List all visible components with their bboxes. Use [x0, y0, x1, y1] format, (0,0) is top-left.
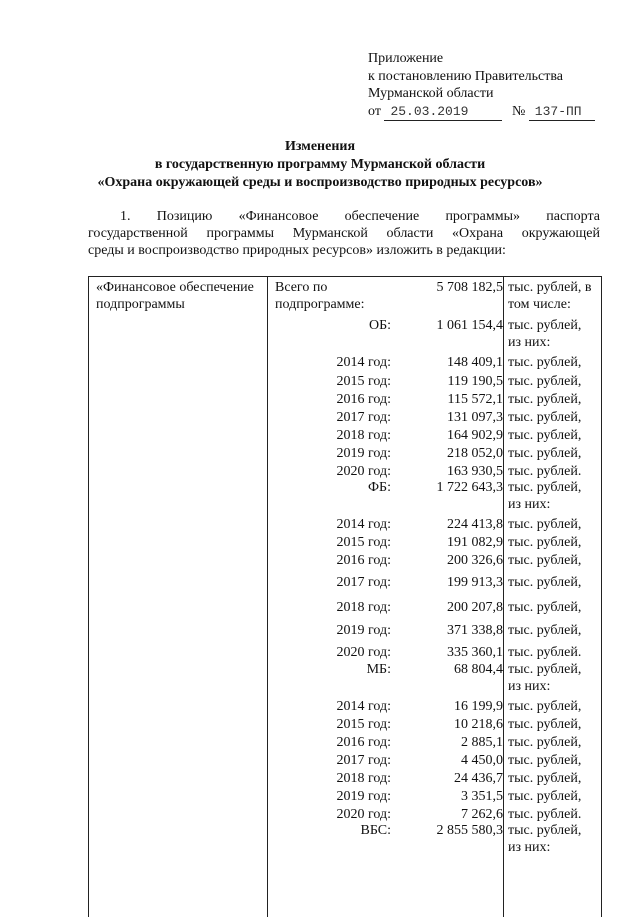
row-label: 2020 год: [336, 645, 391, 660]
row-value: 371 338,8 [447, 623, 503, 638]
financing-table [88, 276, 602, 917]
column-divider [267, 277, 268, 917]
appendix-line-1: Приложение [368, 51, 444, 66]
total-label-line-1: Всего по [275, 280, 328, 295]
row-label: 2019 год: [336, 623, 391, 638]
row-unit [508, 534, 598, 551]
row-unit-line-1: тыс. рублей, [508, 480, 582, 495]
column-divider [503, 277, 504, 917]
total-unit-line-1: тыс. рублей, в [508, 280, 592, 295]
row-value: 163 930,5 [447, 464, 503, 479]
row-value: 3 351,5 [461, 789, 503, 804]
row-value: 164 902,9 [447, 428, 503, 443]
row-label: 2016 год: [336, 735, 391, 750]
row-unit-line-1: тыс. рублей, [508, 553, 582, 568]
row-unit [508, 661, 598, 694]
number-prefix: № [511, 103, 526, 119]
row-label: 2020 год: [336, 807, 391, 822]
row-unit [508, 752, 598, 769]
row-value: 119 190,5 [447, 374, 503, 389]
row-label: 2019 год: [336, 789, 391, 804]
row-unit-line-1: тыс. рублей. [508, 464, 582, 479]
row-unit [508, 806, 598, 823]
row-unit [508, 788, 598, 805]
total-unit-line-2: том числе: [508, 296, 571, 312]
title-line-1: Изменения [284, 139, 356, 154]
row-label: 2015 год: [336, 374, 391, 389]
title-line-2: в государственную программу Мурманской области [154, 156, 486, 172]
row-unit [508, 599, 598, 616]
row-value: 7 262,6 [461, 807, 503, 822]
row-value: 115 572,1 [447, 392, 503, 407]
row-unit-line-1: тыс. рублей, [508, 771, 582, 786]
row-unit-line-1: тыс. рублей. [508, 645, 582, 660]
intro-line-1: 1. Позицию «Финансовое обеспечение программы» паспорта [120, 209, 600, 224]
row-label: ВБС: [360, 823, 391, 838]
row-label: 2016 год: [336, 392, 391, 407]
row-unit-line-1: тыс. рублей, [508, 699, 582, 714]
row-unit-line-1: тыс. рублей, [508, 318, 582, 333]
row-label: 2016 год: [336, 553, 391, 568]
row-unit [508, 622, 598, 639]
position-label: «Финансовое обеспечение подпрограммы [96, 280, 254, 312]
row-unit [508, 716, 598, 733]
row-unit [508, 354, 598, 371]
row-unit [508, 445, 598, 462]
row-value: 335 360,1 [447, 645, 503, 660]
row-label: 2018 год: [336, 771, 391, 786]
row-label: 2018 год: [336, 600, 391, 615]
date-prefix: от [368, 103, 381, 119]
row-unit-line-1: тыс. рублей, [508, 410, 582, 425]
row-value: 16 199,9 [454, 699, 503, 714]
row-unit [508, 644, 598, 661]
row-unit-line-1: тыс. рублей, [508, 623, 582, 638]
row-value: 10 218,6 [454, 717, 503, 732]
row-value: 224 413,8 [447, 517, 503, 532]
row-value: 131 097,3 [447, 410, 503, 425]
row-value: 24 436,7 [454, 771, 503, 786]
row-unit-line-1: тыс. рублей, [508, 374, 582, 389]
row-label: МБ: [366, 662, 391, 677]
row-unit [508, 574, 598, 591]
row-label: ОБ: [368, 318, 391, 333]
row-unit [508, 770, 598, 787]
row-unit-line-2: из них: [508, 496, 551, 512]
row-label: 2020 год: [336, 464, 391, 479]
order-line [368, 103, 618, 121]
row-unit-line-1: тыс. рублей, [508, 662, 582, 677]
row-unit-line-2: из них: [508, 334, 551, 350]
row-value: 4 450,0 [461, 753, 503, 768]
row-unit [508, 479, 598, 512]
row-label: 2017 год: [336, 575, 391, 590]
document-title [0, 138, 640, 191]
row-unit-line-1: тыс. рублей, [508, 717, 582, 732]
row-unit-line-1: тыс. рублей, [508, 517, 582, 532]
row-unit [508, 409, 598, 426]
row-label: 2014 год: [336, 355, 391, 370]
row-value: 191 082,9 [447, 535, 503, 550]
row-unit-line-1: тыс. рублей. [508, 807, 582, 822]
row-value: 218 052,0 [447, 446, 503, 461]
row-unit-line-2: из них: [508, 839, 551, 855]
row-value: 1 722 643,3 [436, 480, 503, 495]
row-value: 200 326,6 [447, 553, 503, 568]
row-label: 2015 год: [336, 535, 391, 550]
order-number: 137-ПП [529, 103, 595, 121]
row-label: 2017 год: [336, 753, 391, 768]
row-unit [508, 463, 598, 480]
row-unit-line-1: тыс. рублей, [508, 575, 582, 590]
row-unit-line-1: тыс. рублей, [508, 428, 582, 443]
row-unit [508, 516, 598, 533]
total-unit [508, 279, 598, 312]
row-unit-line-1: тыс. рублей, [508, 535, 582, 550]
intro-line-3: среды и воспроизводство природных ресурсов» изложить в редакции: [88, 243, 506, 258]
row-unit-line-1: тыс. рублей, [508, 446, 582, 461]
row-value: 2 855 580,3 [436, 823, 503, 838]
appendix-block [368, 50, 618, 120]
appendix-line-3: Мурманской области [368, 86, 494, 101]
row-label: 2015 год: [336, 717, 391, 732]
row-unit [508, 822, 598, 855]
intro-line-2: государственной программы Мурманской области «Охрана окружающей [88, 226, 600, 241]
row-unit [508, 427, 598, 444]
appendix-line-2: к постановлению Правительства [368, 68, 564, 84]
row-label: 2014 год: [336, 517, 391, 532]
row-label: 2019 год: [336, 446, 391, 461]
row-value: 2 885,1 [461, 735, 503, 750]
row-value: 148 409,1 [447, 355, 503, 370]
intro-paragraph [88, 208, 600, 259]
row-value: 199 913,3 [447, 575, 503, 590]
row-unit [508, 373, 598, 390]
row-value: 1 061 154,4 [436, 318, 503, 333]
row-unit-line-1: тыс. рублей, [508, 355, 582, 370]
row-unit-line-1: тыс. рублей, [508, 392, 582, 407]
total-value: 5 708 182,5 [436, 280, 503, 295]
title-line-3: «Охрана окружающей среды и воспроизводство природных ресурсов» [97, 174, 543, 190]
row-unit-line-2: из них: [508, 678, 551, 694]
row-label: ФБ: [368, 480, 391, 495]
row-unit-line-1: тыс. рублей, [508, 735, 582, 750]
row-label: 2017 год: [336, 410, 391, 425]
row-unit-line-1: тыс. рублей, [508, 753, 582, 768]
row-unit [508, 698, 598, 715]
order-date: 25.03.2019 [384, 103, 502, 121]
row-unit-line-1: тыс. рублей, [508, 789, 582, 804]
row-label: 2018 год: [336, 428, 391, 443]
row-label: 2014 год: [336, 699, 391, 714]
row-unit [508, 391, 598, 408]
row-unit-line-1: тыс. рублей, [508, 823, 582, 838]
row-unit-line-1: тыс. рублей, [508, 600, 582, 615]
row-unit [508, 552, 598, 569]
total-label [275, 279, 364, 312]
row-value: 68 804,4 [454, 662, 503, 677]
row-value: 200 207,8 [447, 600, 503, 615]
total-label-line-2: подпрограмме: [275, 296, 365, 312]
row-unit [508, 317, 598, 350]
row-unit [508, 734, 598, 751]
